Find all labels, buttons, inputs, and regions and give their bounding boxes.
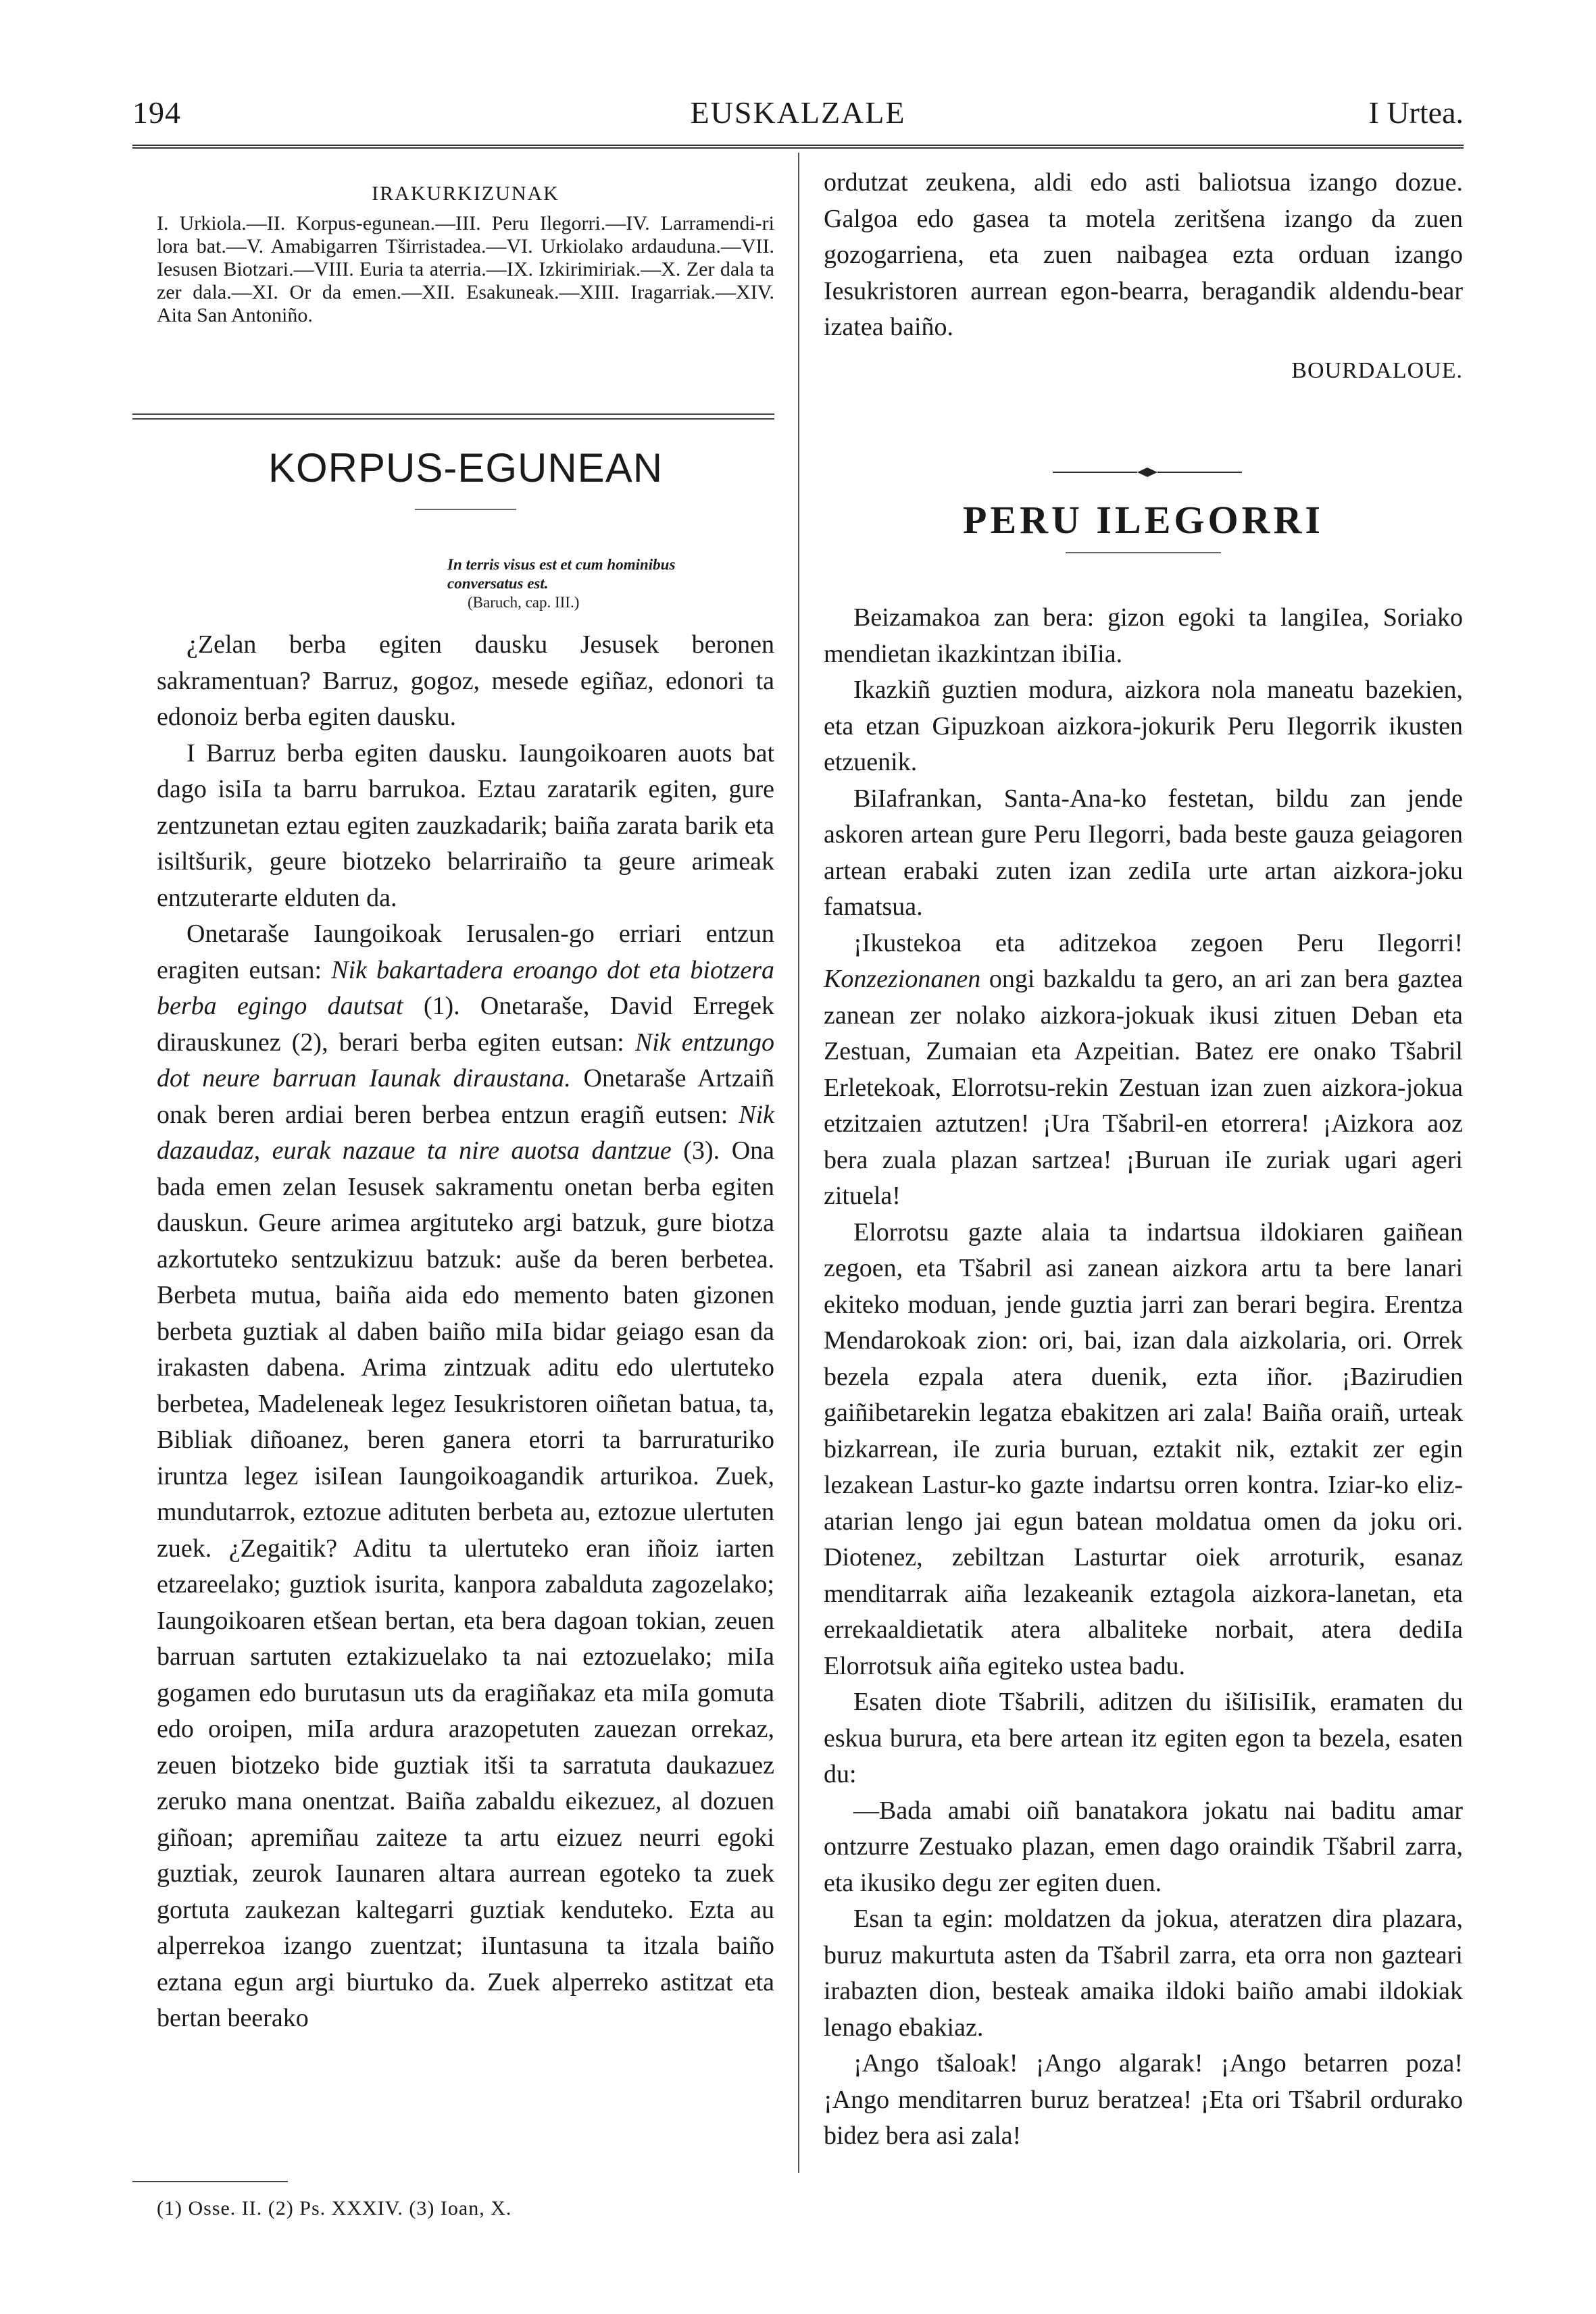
paragraph: ordutzat zeukena, aldi edo asti baliotsua izango dozue. Galgoa edo gasea ta motela zeritšena izango da zuen gozogarriena, eta zuen naibagea ezta orduan izango Iesukristoren aurrean egon-bearra, beragandik aldendu-bear izatea baiño. [824,168,1463,341]
section-rule [132,413,774,415]
toc-box [157,182,774,327]
article-korpus-heading [157,445,774,510]
paragraph: Ikazkiñ guztien modura, aizkora nola maneatu bazekien, eta etzan Gipuzkoan aizkora-jokurik Peru Ilegorrik ikusten etzuenik. [824,676,1463,776]
article-korpus-continued [824,165,1463,384]
paragraph: ¡Ango tšaloak! ¡Ango algarak! ¡Ango betarren poza! ¡Ango menditarren buruz beratzea! ¡Eta ori Tšabril ordurako bidez bera asi zala! [824,2049,1463,2150]
article-peru-heading [824,497,1463,553]
paragraph: Elorrotsu gazte alaia ta indartsua ildokiaren gaiñean zegoen, eta Tšabril asi zanean aizkora artu ta bere lanari ekiteko moduan, jende guztia jarri zan berari begira. Erentza Mendarokoak zion: ori, bai, izan dala aizkolaria, ori. Orrek bezela ezpala atera duenik, ezta iñor. ¡Bazirudien gaiñibetarekin legatza ebakitzen ari zala! Baiña oraiñ, urteak bizkarrean, iIe zuria buruan, eztakit nik, eztakit zer egin lezakean Lastur-ko gazte indartsu orren kontra. Iziar-ko eliz-atarian lengo jai egun batean moldatua omen da joku ori. Diotenez, zebiltzan Lasturtar oiek arroturik, esanaz menditarrak aiña lezakeanik eztagola aizkora-lanetan, eta errekaaldietatik atera albaliteke norbait, atera dediIa Elorrotsuk aiña egiteko ustea badu. [824,1217,1463,1680]
paragraph: BiIafrankan, Santa-Ana-ko festetan, bildu zan jende askoren artean gure Peru Ilegorri, bada beste gauza geiagoren artean erabaki zuten izan zediIa urte artan aizkora-joku famatsua. [824,784,1463,921]
article-title: KORPUS-EGUNEAN [268,445,664,491]
paragraph: Esaten diote Tšabrili, aditzen du išiIisiIik, eramaten du eskua burura, eta bere artean itz egiten egon ta bezela, esaten du: [824,1688,1463,1788]
header-rule [132,145,1464,149]
paragraph: Onetaraše Iaungoikoak Ierusalen-go erriari entzun eragiten eutsan: Nik bakartadera eroango dot eta biotzera berba egingo dautsat (1). Onetaraše, David Erregek dirauskunez (2), berari berba egiten eutsan: Nik entzungo dot neure barruan Iaunak diraustana. Onetaraše Artzaiñ onak beren ardiai beren berbea entzun eragiñ eutsen: Nik dazaudaz, eurak nazaue ta nire auotsa dantzue (3). Ona bada emen zelan Iesusek sakramentu onetan berba egiten dauskun. Geure arimea argituteko argi batzuk, gure biotza azkortuteko sentzukizuu batzuk: auše da beren berbetea. Berbeta mutua, baiña aida edo memento baten gizonen berbeta guztiak al daben baiño miIa bidar geiago esan da irakasten dabena. Arima zintzuak aditu edo ulertuteko berbetea, Madeleneak legez Iesukristoren oiñetan batua, ta, Bibliak diñoanez, beren ganera etorri ta barruraturiko iruntza legez isiIean Iaungoikoagandik arturikoa. Zuek, mundutarrok, eztozue adituten berbeta au, eztozue ulertuten zuek. ¿Zegaitik? Aditu ta ulertuteko eran iñoiz iarten etzareelako; guztiok isurita, kanpora zabalduta zagozelako; Iaungoikoaren etšean bertan, eta bera dagoan tokian, zeuen barruan sartuten eztakizuelako ta nai eztozuelako; miIa gogamen edo burutasun uts da eragiñakaz eta miIa gomuta edo oroipen, miIa ardura arazopetuten zauezan orrekaz, zeuen biotzeko bide guztiak itši ta sarratuta daukazuez zeruko mana onentzat. Baiña zabaldu eikezuez, al dozuen giñoan; apremiñau zaiteze ta artu eizuez neurri egoki guztiak, zeurok Iaunaren altara aurrean egoteko ta zuek gortuta zaukezan kaltegarri guztiak kenduteko. Ezta au alperrekoa izango zuentzat; iIuntasuna ta itzala baiño eztana egun argi biurtuko da. Zuek alperreko astitzat eta bertan beerako [157,920,774,2032]
publication-title: EUSKALZALE [690,95,906,130]
toc-heading: IRAKURKIZUNAK [372,182,559,205]
ornament-divider [1053,462,1242,482]
epigraph-quote: In terris visus est et cum hominibus [447,556,676,573]
paragraph: ¿Zelan berba egiten dausku Jesusek beronen sakramentuan? Barruz, gogoz, mesede egiñaz, edonori ta edonoiz berba egiten dausku. [157,630,774,731]
running-header [132,95,1464,142]
paragraph: I Barruz berba egiten dausku. Iaungoikoaren auots bat dago isiIa ta barru barrukoa. Eztau zaratarik egiten, gure zentzunetan eztau egiten zauzkadarik; baiña zarata barik eta isiltšurik, geure biotzeko belarriraiño ta geure arimeak entzuterarte elduten da. [157,738,774,912]
article-korpus-body [157,627,774,2037]
paragraph: Esan ta egin: moldatzen da jokua, ateratzen dira plazara, buruz makurtuta asten da Tšabril zarra, eta orra non gazteari irabazten dion, besteak amaika ildoki baiño amabi ildokiak lenago ebakiaz. [824,1905,1463,2042]
epigraph [157,555,774,612]
footnotes: (1) Osse. II. (2) Ps. XXXIV. (3) Ioan, X. [157,2197,512,2219]
article-title: PERU ILEGORRI [963,498,1324,542]
paragraph: —Bada amabi oiñ banatakora jokatu nai baditu amar ontzurre Zestuako plazan, emen dago oraindik Tšabril zarra, eta ikusiko degu zer egiten duen. [824,1796,1463,1897]
year-label: I Urtea. [1368,95,1464,130]
article-peru-body [824,600,1463,2155]
epigraph-quote-cont: conversatus est. [447,575,549,592]
section-rule-2 [132,418,774,420]
paragraph: ¡Ikustekoa eta aditzekoa zegoen Peru Ilegorri! Konzezionanen ongi bazkaldu ta gero, an ari zan bera gaztea zanean zer nolako aizkora-jokuak ikusi zituen Deban eta Zestuan, Zumaian eta Azpeitian. Batez ere onako Tšabril Erletekoak, Elorrotsu-rekin Zestuan izan zuen aizkora-jokua etzitzaien aztutzen! ¡Ura Tšabril-en etorrera! ¡Aizkora aoz bera zuala plazan sartzea! ¡Buruan iIe zuriak ugari ageri zituela! [824,928,1463,1210]
toc-list: I. Urkiola.—II. Korpus-egunean.—III. Peru Ilegorri.—IV. Larramendi-ri lora bat.—V. Amabigarren Tširristadea.—VI. Urkiolako ardauduna.—VII. Iesusen Biotzari.—VIII. Euria ta aterria.—IX. Izkirimiriak.—X. Zer dala ta zer dala.—XI. Or da emen.—XII. Esakuneak.—XIII. Iragarriak.—XIV. Aita San Antoniño. [157,212,774,326]
page-number: 194 [132,95,181,130]
paragraph: Beizamakoa zan bera: gizon egoki ta langiIea, Soriako mendietan ikazkintzan ibiIia. [824,603,1463,668]
title-underline [1066,552,1221,553]
title-underline [415,509,516,510]
author-signature: BOURDALOUE. [1291,357,1463,383]
column-divider [798,153,799,2173]
epigraph-source: (Baruch, cap. III.) [468,594,580,611]
footnote-rule [132,2181,288,2182]
